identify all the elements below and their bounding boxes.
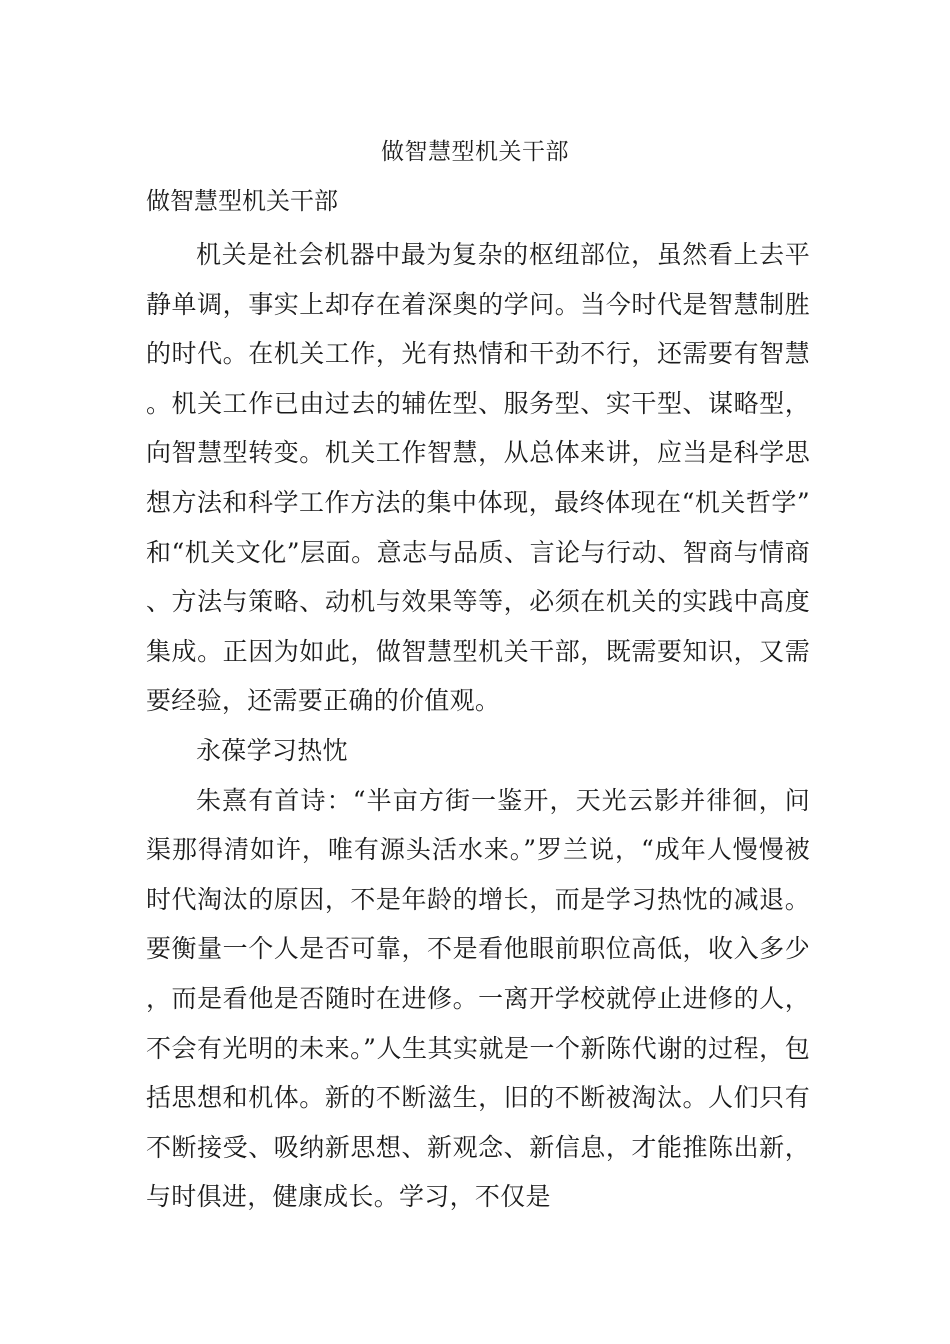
paragraph-intro: 机关是社会机器中最为复杂的枢纽部位，虽然看上去平静单调，事实上却存在着深奥的学问。当今时代是智慧制胜的时代。在机关工作，光有热情和干劲不行，还需要有智慧。机关工作已由过去的辅佐型、服务型、实干型、谋略型，向智慧型转变。机关工作智慧，从总体来讲，应当是科学思想方法和科学工作方法的集中体现，最终体现在“机关哲学”和“机关文化”层面。意志与品质、言论与行动、智商与情商、方法与策略、动机与效果等等，必须在机关的实践中高度集成。正因为如此，做智慧型机关干部，既需要知识，又需要经验，还需要正确的价值观。 (146, 240, 810, 716)
paragraph-learning: 朱熹有首诗：“半亩方街一鉴开，天光云影并徘徊，问渠那得清如许，唯有源头活水来。”罗兰说，“成年人慢慢被时代淘汰的原因，不是年龄的增长，而是学习热忱的减退。要衡量一个人是否可靠，不是看他眼前职位高低，收入多少，而是看他是否随时在进修。一离开学校就停止进修的人，不会有光明的未来。”人生其实就是一个新陈代谢的过程，包括思想和机体。新的不断滋生，旧的不断被淘汰。人们只有不断接受、吸纳新思想、新观念、新信息，才能推陈出新，与时俱进，健康成长。学习，不仅是 (146, 785, 810, 1212)
document-body (146, 230, 810, 1222)
section-heading: 永葆学习热忱 (196, 735, 348, 765)
document-subtitle: 做智慧型机关干部 (146, 187, 338, 215)
document-title: 做智慧型机关干部 (381, 139, 569, 165)
